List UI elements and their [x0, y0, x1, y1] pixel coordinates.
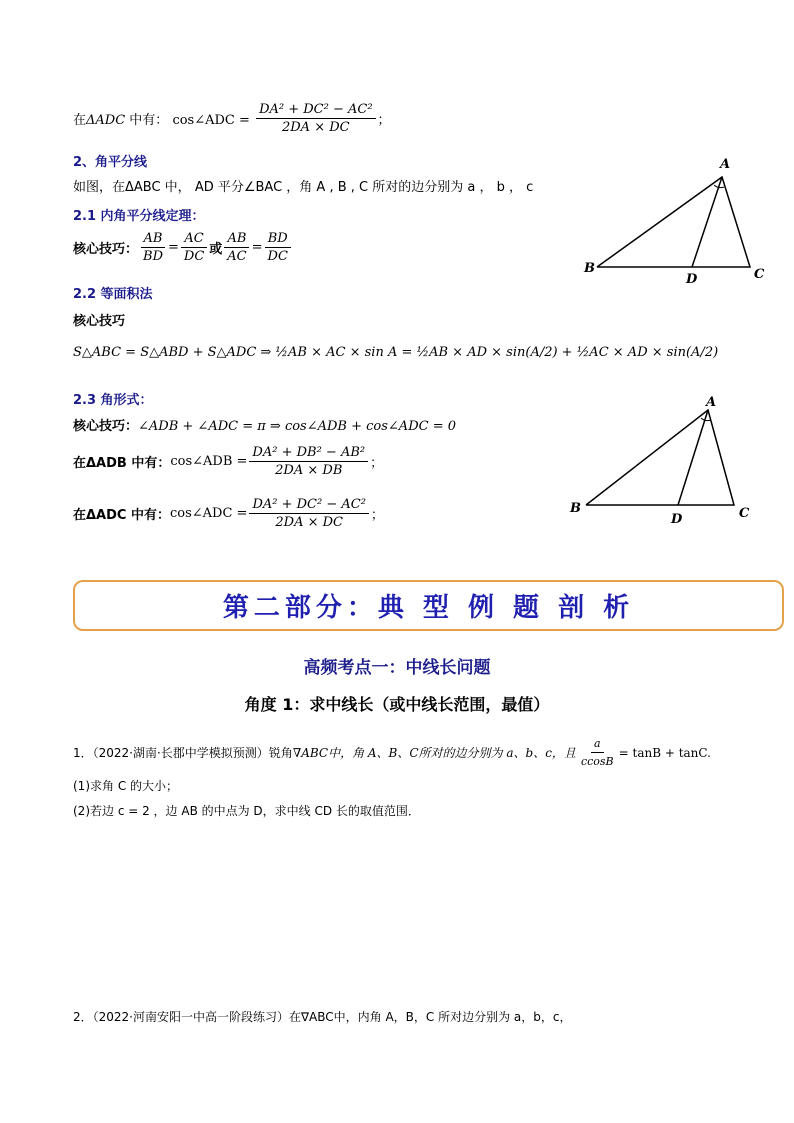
q1-fraction — [578, 736, 617, 769]
cos-adb-numerator: DA² + DB² − AB² — [249, 445, 368, 462]
section-2-text: 如图，在ΔABC 中， AD 平分∠BAC ，角 A , B , C 所对的边分别为 a ， b ， c — [73, 180, 534, 195]
fig2-label-a: A — [706, 395, 717, 410]
fig1-label-a: A — [720, 157, 731, 172]
cos-adc2-denominator: 2DA × DC — [275, 515, 343, 530]
q1-frac-num: a — [591, 736, 604, 753]
core-skill-2-label: 核心技巧 — [73, 314, 126, 329]
adc-prefix: 在 — [73, 113, 87, 128]
fig1-label-d: D — [686, 272, 698, 287]
ratio2-frac-a: $\frac{AB}{AC}$ — [224, 231, 249, 264]
core-skill-3-label: 核心技巧： — [73, 419, 139, 434]
cos-adb-fraction — [249, 445, 368, 478]
fig2-label-c: C — [739, 506, 750, 521]
fig2-label-d: D — [671, 512, 683, 527]
semicolon: ； — [377, 113, 391, 128]
cos-adc2-fraction — [249, 497, 368, 530]
cos-adc2-label: cos∠ADC = — [169, 506, 248, 521]
ratio-line: 核心技巧： $\frac{AB}{BD}$ = $\frac{AC}{DC}$ 或 $\frac{AB}{AC}$ = $\frac{BD}{DC}$ — [73, 231, 293, 264]
or-label: 或 — [209, 242, 223, 257]
adb-cos-line: 在ΔADB 中有： cos∠ADB = $\frac{\text{DA² + DB² − AB²}}{2DA \times DB}$ ； — [73, 445, 384, 478]
ratio1-frac-a: $\frac{AB}{BD}$ — [140, 231, 166, 264]
angle-equation-line — [73, 415, 456, 434]
q1-mid: ∇ABC中，角 A、B、C所对的边分别为 a、b、c，且 — [292, 746, 576, 760]
cos-adc-denominator: 2DA × DC — [281, 120, 350, 135]
triangle-figure-2 — [566, 390, 756, 530]
q1-prefix: 1．（2022·湖南·长郡中学模拟预测）锐角 — [73, 746, 293, 760]
area-equation: S△ABC = S△ABD + S△ADC ⇒ ½AB × AC × sin A = ½AB × AD × sin(A/2) + ½AC × AD × sin(A/2) — [73, 345, 719, 360]
angle-equation: ∠ADB + ∠ADC = π ⇒ cos∠ADB + cos∠ADC = 0 — [138, 419, 456, 434]
question-1 — [73, 736, 711, 769]
cos-adb-denominator: 2DA × DB — [275, 463, 343, 478]
banner-title: 第二部分：典 型 例 题 剖 析 — [222, 593, 635, 623]
ratio1-frac-b: $\frac{AC}{DC}$ — [181, 231, 207, 264]
fig1-label-b: B — [584, 261, 595, 276]
core-skill-label: 核心技巧： — [73, 242, 139, 257]
cos-adc-label: cos∠ADC = — [172, 113, 250, 128]
q1-part-1: (1)求角 C 的大小； — [73, 779, 179, 793]
section-banner — [73, 580, 784, 631]
adb-prefix: 在ΔADB 中有： — [73, 456, 171, 471]
section-2-heading: 2、角平分线 — [73, 155, 148, 170]
adc-cos-line — [73, 104, 391, 137]
topic-title: 高频考点一：中线长问题 — [303, 658, 491, 678]
section-2-3-heading: 2.3 角形式： — [73, 393, 153, 408]
adc2-prefix: 在ΔADC 中有： — [73, 508, 170, 523]
q1-suffix: = tanB + tanC. — [618, 745, 711, 760]
fig1-label-c: C — [754, 267, 765, 282]
cos-adc-fraction — [256, 102, 375, 135]
q1-frac-den: ccosB — [580, 755, 614, 768]
triangle-figure-1 — [580, 150, 770, 290]
adc2-cos-line: 在ΔADC 中有： cos∠ADC = $\frac{\text{DA² + DC² − AC²}}{2DA \times DC}$ ； — [73, 497, 384, 530]
adc-triangle: ΔADC — [86, 113, 126, 128]
cos-adc2-numerator: DA² + DC² − AC² — [249, 497, 368, 514]
adc-mid: 中有： — [125, 113, 169, 128]
cos-adb-label: cos∠ADB = — [170, 454, 248, 469]
section-2-1-heading: 2.1 内角平分线定理： — [73, 209, 205, 224]
angle-title: 角度 1：求中线长（或中线长范围，最值） — [244, 695, 550, 714]
ratio2-frac-b: $\frac{BD}{DC}$ — [265, 231, 291, 264]
cos-adc-numerator: DA² + DC² − AC² — [256, 102, 375, 119]
section-2-2-heading: 2.2 等面积法 — [73, 287, 153, 302]
q1-part-2: (2)若边 c = 2 ，边 AB 的中点为 D，求中线 CD 长的取值范围． — [73, 804, 420, 818]
fig2-label-b: B — [570, 501, 581, 516]
question-2: 2．（2022·河南安阳一中高一阶段练习）在∇ABC中，内角 A，B，C 所对边分别为 a，b，c， — [73, 1010, 572, 1024]
